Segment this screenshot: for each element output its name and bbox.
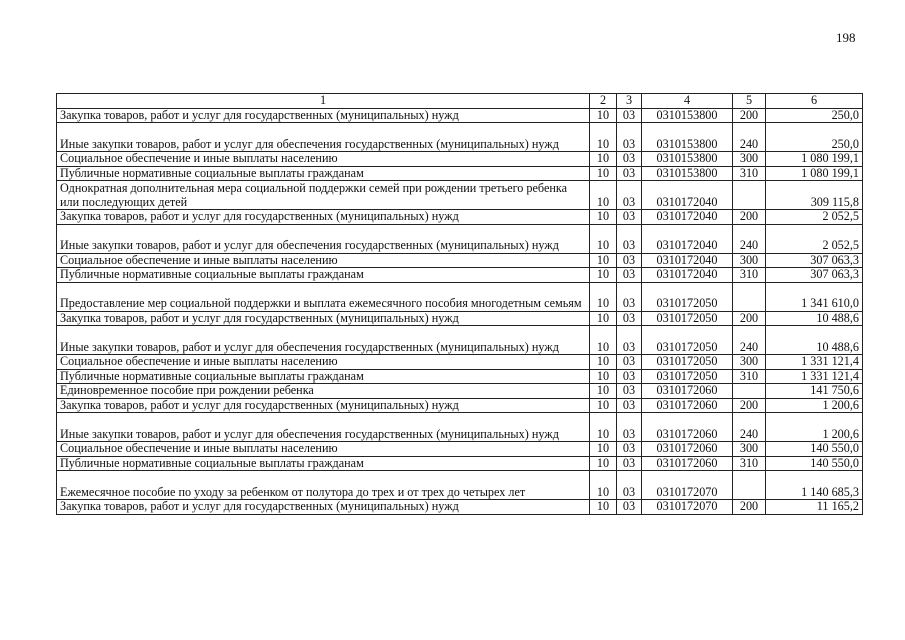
target-code-cell: 0310172070 [642,471,733,500]
row-name-cell: Единовременное пособие при рождении ребенка [57,384,590,399]
expense-type-cell: 200 [733,311,766,326]
expense-type-cell: 240 [733,224,766,253]
table-row [57,355,863,370]
page-number: 198 [836,30,856,45]
expense-type-cell: 300 [733,355,766,370]
subsection-cell: 03 [617,326,642,355]
expense-type-cell [733,181,766,210]
table-row [57,210,863,225]
subsection-cell: 03 [617,166,642,181]
target-code-cell: 0310172050 [642,282,733,311]
subsection-cell: 03 [617,500,642,515]
expense-type-cell: 300 [733,442,766,457]
expense-type-cell: 310 [733,369,766,384]
section-cell: 10 [590,471,617,500]
table-row [57,166,863,181]
header-cell: 6 [766,94,863,109]
subsection-cell: 03 [617,253,642,268]
row-name-cell: Закупка товаров, работ и услуг для государственных (муниципальных) нужд [57,210,590,225]
section-cell: 10 [590,181,617,210]
table-row [57,471,863,500]
table-row [57,442,863,457]
row-name-cell: Социальное обеспечение и иные выплаты населению [57,253,590,268]
expense-type-cell: 300 [733,253,766,268]
subsection-cell: 03 [617,224,642,253]
header-cell: 1 [57,94,590,109]
amount-cell: 250,0 [766,108,863,123]
amount-cell: 10 488,6 [766,326,863,355]
row-name-cell: Публичные нормативные социальные выплаты гражданам [57,369,590,384]
budget-table [56,93,863,515]
row-name-cell: Иные закупки товаров, работ и услуг для обеспечения государственных (муниципальных) нужд [57,224,590,253]
expense-type-cell: 200 [733,398,766,413]
row-name-cell: Иные закупки товаров, работ и услуг для обеспечения государственных (муниципальных) нужд [57,413,590,442]
row-name-cell: Публичные нормативные социальные выплаты гражданам [57,268,590,283]
section-cell: 10 [590,442,617,457]
header-row [57,94,863,109]
row-name-cell: Иные закупки товаров, работ и услуг для обеспечения государственных (муниципальных) нужд [57,123,590,152]
expense-type-cell: 240 [733,326,766,355]
target-code-cell: 0310172060 [642,442,733,457]
row-name-cell: Социальное обеспечение и иные выплаты населению [57,442,590,457]
row-name-cell: Иные закупки товаров, работ и услуг для обеспечения государственных (муниципальных) нужд [57,326,590,355]
header-cell: 4 [642,94,733,109]
section-cell: 10 [590,384,617,399]
table-row [57,311,863,326]
amount-cell: 2 052,5 [766,224,863,253]
subsection-cell: 03 [617,108,642,123]
section-cell: 10 [590,268,617,283]
table-row [57,500,863,515]
expense-type-cell: 200 [733,210,766,225]
subsection-cell: 03 [617,471,642,500]
section-cell: 10 [590,282,617,311]
amount-cell: 11 165,2 [766,500,863,515]
target-code-cell: 0310172040 [642,181,733,210]
table-row [57,456,863,471]
expense-type-cell: 240 [733,413,766,442]
expense-type-cell [733,282,766,311]
header-cell: 3 [617,94,642,109]
target-code-cell: 0310172040 [642,253,733,268]
expense-type-cell: 200 [733,108,766,123]
header-cell: 2 [590,94,617,109]
table-row [57,413,863,442]
target-code-cell: 0310172040 [642,210,733,225]
target-code-cell: 0310172070 [642,500,733,515]
header-cell: 5 [733,94,766,109]
subsection-cell: 03 [617,152,642,167]
section-cell: 10 [590,500,617,515]
expense-type-cell [733,384,766,399]
amount-cell: 1 200,6 [766,398,863,413]
amount-cell: 1 331 121,4 [766,355,863,370]
table-row [57,224,863,253]
target-code-cell: 0310172050 [642,369,733,384]
row-name-cell: Закупка товаров, работ и услуг для государственных (муниципальных) нужд [57,108,590,123]
target-code-cell: 0310153800 [642,152,733,167]
section-cell: 10 [590,456,617,471]
amount-cell: 307 063,3 [766,268,863,283]
table-row [57,282,863,311]
section-cell: 10 [590,326,617,355]
amount-cell: 1 080 199,1 [766,152,863,167]
target-code-cell: 0310172060 [642,398,733,413]
amount-cell: 307 063,3 [766,253,863,268]
section-cell: 10 [590,311,617,326]
subsection-cell: 03 [617,282,642,311]
target-code-cell: 0310172050 [642,355,733,370]
table-row [57,123,863,152]
table-row [57,152,863,167]
row-name-cell: Однократная дополнительная мера социальной поддержки семей при рождении третьего ребенка или последующих детей [57,181,590,210]
amount-cell: 309 115,8 [766,181,863,210]
row-name-cell: Закупка товаров, работ и услуг для государственных (муниципальных) нужд [57,398,590,413]
expense-type-cell: 240 [733,123,766,152]
section-cell: 10 [590,123,617,152]
expense-type-cell: 310 [733,166,766,181]
row-name-cell: Социальное обеспечение и иные выплаты населению [57,152,590,167]
amount-cell: 141 750,6 [766,384,863,399]
expense-type-cell: 310 [733,456,766,471]
target-code-cell: 0310172060 [642,456,733,471]
row-name-cell: Публичные нормативные социальные выплаты гражданам [57,166,590,181]
row-name-cell: Закупка товаров, работ и услуг для государственных (муниципальных) нужд [57,500,590,515]
amount-cell: 1 341 610,0 [766,282,863,311]
expense-type-cell: 310 [733,268,766,283]
amount-cell: 10 488,6 [766,311,863,326]
subsection-cell: 03 [617,398,642,413]
section-cell: 10 [590,355,617,370]
row-name-cell: Публичные нормативные социальные выплаты гражданам [57,456,590,471]
section-cell: 10 [590,224,617,253]
amount-cell: 1 331 121,4 [766,369,863,384]
amount-cell: 1 080 199,1 [766,166,863,181]
table-row [57,108,863,123]
target-code-cell: 0310172060 [642,384,733,399]
expense-type-cell: 300 [733,152,766,167]
amount-cell: 250,0 [766,123,863,152]
amount-cell: 140 550,0 [766,442,863,457]
section-cell: 10 [590,210,617,225]
subsection-cell: 03 [617,268,642,283]
table-row [57,398,863,413]
row-name-cell: Закупка товаров, работ и услуг для государственных (муниципальных) нужд [57,311,590,326]
subsection-cell: 03 [617,123,642,152]
target-code-cell: 0310172040 [642,268,733,283]
subsection-cell: 03 [617,210,642,225]
subsection-cell: 03 [617,311,642,326]
target-code-cell: 0310153800 [642,166,733,181]
row-name-cell: Предоставление мер социальной поддержки и выплата ежемесячного пособия многодетным семьям [57,282,590,311]
section-cell: 10 [590,369,617,384]
target-code-cell: 0310172060 [642,413,733,442]
subsection-cell: 03 [617,369,642,384]
table-row [57,181,863,210]
section-cell: 10 [590,166,617,181]
amount-cell: 140 550,0 [766,456,863,471]
section-cell: 10 [590,398,617,413]
table-row [57,384,863,399]
target-code-cell: 0310153800 [642,123,733,152]
amount-cell: 2 052,5 [766,210,863,225]
subsection-cell: 03 [617,413,642,442]
expense-type-cell [733,471,766,500]
subsection-cell: 03 [617,355,642,370]
subsection-cell: 03 [617,442,642,457]
target-code-cell: 0310172050 [642,311,733,326]
subsection-cell: 03 [617,181,642,210]
section-cell: 10 [590,152,617,167]
row-name-cell: Ежемесячное пособие по уходу за ребенком от полутора до трех и от трех до четырех лет [57,471,590,500]
section-cell: 10 [590,413,617,442]
section-cell: 10 [590,108,617,123]
target-code-cell: 0310172050 [642,326,733,355]
subsection-cell: 03 [617,456,642,471]
amount-cell: 1 200,6 [766,413,863,442]
table-row [57,268,863,283]
table-row [57,369,863,384]
table-row [57,326,863,355]
subsection-cell: 03 [617,384,642,399]
amount-cell: 1 140 685,3 [766,471,863,500]
target-code-cell: 0310172040 [642,224,733,253]
target-code-cell: 0310153800 [642,108,733,123]
table-row [57,253,863,268]
row-name-cell: Социальное обеспечение и иные выплаты населению [57,355,590,370]
section-cell: 10 [590,253,617,268]
expense-type-cell: 200 [733,500,766,515]
